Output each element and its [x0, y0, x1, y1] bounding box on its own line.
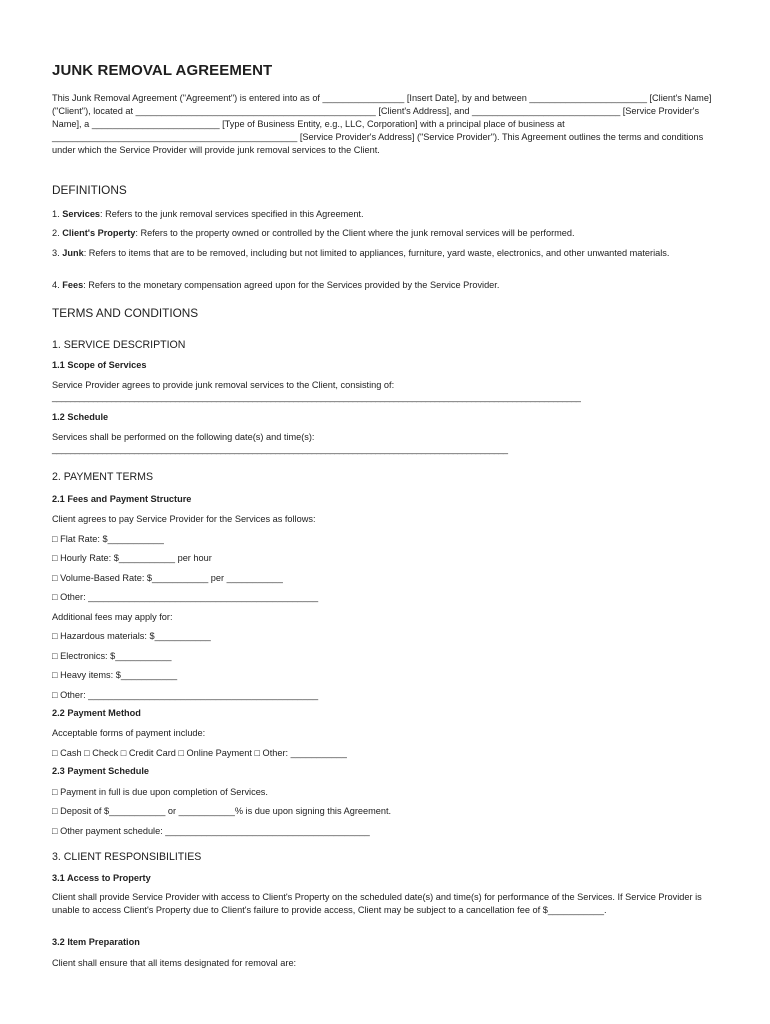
scope-text: Service Provider agrees to provide junk removal services to the Client, consisting of: [52, 380, 395, 390]
definition-item [52, 227, 718, 240]
access-heading: 3.1 Access to Property [52, 873, 151, 883]
definition-text: : Refers to items that are to be removed, including but not limited to appliances, furniture, yard waste, electronics, and other unwanted materials. [83, 248, 670, 258]
fee-option-flat-rate[interactable]: □ Flat Rate: $___________ [52, 534, 164, 544]
definition-text: : Refers to the property owned or controlled by the Client where the junk removal services will be performed. [135, 228, 575, 238]
definitions-heading: DEFINITIONS [52, 183, 127, 197]
scope-heading: 1.1 Scope of Services [52, 360, 147, 370]
item-preparation-heading: 3.2 Item Preparation [52, 937, 140, 947]
payment-schedule-heading: 2.3 Payment Schedule [52, 766, 150, 776]
fee-option-volume-rate[interactable]: □ Volume-Based Rate: $___________ per ___________ [52, 573, 283, 583]
definition-term: Junk [62, 248, 84, 258]
terms-heading: TERMS AND CONDITIONS [52, 306, 199, 320]
additional-fee-heavy-items[interactable]: □ Heavy items: $___________ [52, 670, 178, 680]
definition-term: Fees [62, 280, 84, 290]
fees-heading: 2.1 Fees and Payment Structure [52, 494, 192, 504]
payment-method-heading: 2.2 Payment Method [52, 708, 141, 718]
client-responsibilities-heading: 3. CLIENT RESPONSIBILITIES [52, 851, 202, 863]
fee-option-other[interactable]: □ Other: _____________________________________________ [52, 592, 319, 602]
intro-paragraph: This Junk Removal Agreement ("Agreement") is entered into as of ________________ [Insert Date], by and between _______________________ [Client's Name] ("Client"), located at _______________________________________________ [Client's Address], and _____________________________ [Service Provider's Name], a _________________________ [Type of Business Entity, e.g., LLC, Corporation] with a principal place of business at ________________________________________________ [Service Provider's Address] ("Service Provider"). This Agreement outlines the terms and conditions under which the Service Provider will provide junk removal services to the Client. [52, 93, 712, 155]
definition-text: : Refers to the junk removal services specified in this Agreement. [100, 209, 364, 219]
fees-text: Client agrees to pay Service Provider for the Services as follows: [52, 514, 316, 524]
scope-blank-line: ____________________________________________________________________________________________________________________ [52, 392, 581, 402]
agreement-page [52, 62, 718, 968]
additional-fee-other[interactable]: □ Other: _____________________________________________ [52, 690, 319, 700]
fee-option-hourly-rate[interactable]: □ Hourly Rate: $___________ per hour [52, 553, 212, 563]
additional-fee-hazardous[interactable]: □ Hazardous materials: $___________ [52, 631, 211, 641]
definition-item [52, 247, 718, 260]
definition-item [52, 279, 718, 292]
item-preparation-text: Client shall ensure that all items designated for removal are: [52, 958, 297, 968]
definition-text: : Refers to the monetary compensation agreed upon for the Services provided by the Service Provider. [83, 280, 500, 290]
payment-schedule-other[interactable]: □ Other payment schedule: ________________________________________ [52, 826, 370, 836]
schedule-heading: 1.2 Schedule [52, 412, 109, 422]
definition-number: 4. [52, 280, 60, 290]
additional-fees-text: Additional fees may apply for: [52, 612, 173, 622]
additional-fee-electronics[interactable]: □ Electronics: $___________ [52, 651, 172, 661]
payment-method-text: Acceptable forms of payment include: [52, 728, 206, 738]
definition-number: 2. [52, 228, 60, 238]
definition-item [52, 208, 718, 221]
payment-terms-heading: 2. PAYMENT TERMS [52, 471, 154, 483]
payment-schedule-full[interactable]: □ Payment in full is due upon completion of Services. [52, 787, 268, 797]
definition-term: Services [62, 209, 101, 219]
payment-schedule-deposit[interactable]: □ Deposit of $___________ or ___________% is due upon signing this Agreement. [52, 806, 392, 816]
document-title: JUNK REMOVAL AGREEMENT [52, 62, 273, 79]
access-text: Client shall provide Service Provider with access to Client's Property on the scheduled date(s) and time(s) for performance of the Services. If Service Provider is unable to access Client's Property due to Client's failure to provide access, Client may be subject to a cancellation fee of $___________. [52, 892, 702, 915]
payment-method-options[interactable]: □ Cash □ Check □ Credit Card □ Online Payment □ Other: ___________ [52, 748, 347, 758]
definition-term: Client's Property [62, 228, 136, 238]
schedule-blank-line: ____________________________________________________________________________________________________ [52, 444, 508, 454]
service-description-heading: 1. SERVICE DESCRIPTION [52, 339, 186, 351]
definition-number: 1. [52, 209, 60, 219]
definition-number: 3. [52, 248, 60, 258]
schedule-text: Services shall be performed on the following date(s) and time(s): [52, 432, 315, 442]
